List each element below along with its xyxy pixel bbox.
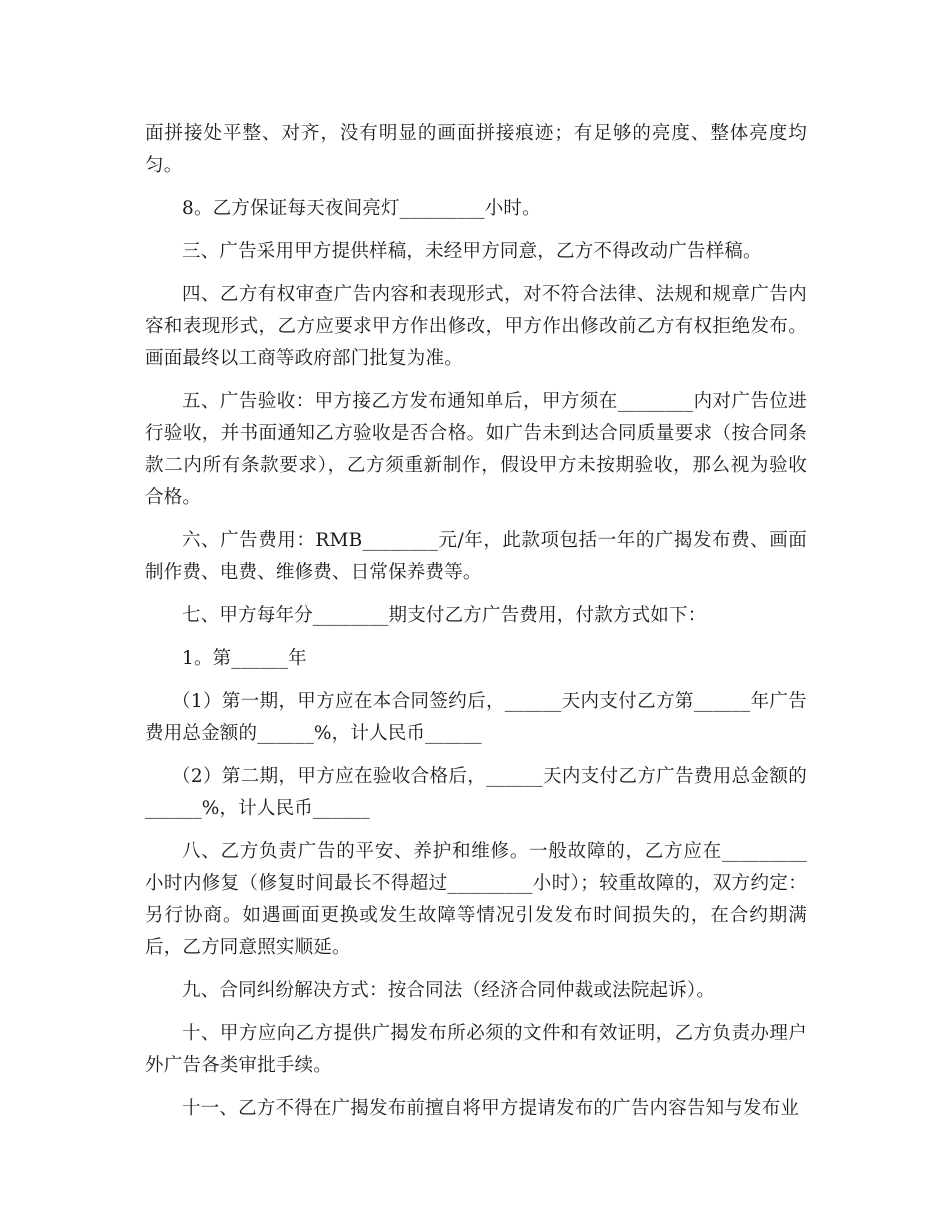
paragraph-installment-2: （2）第二期，甲方应在验收合格后，______天内支付乙方广告费用总金额的______%，计人民币______ <box>145 766 807 819</box>
paragraph-year-1: 1。第______年 <box>182 648 307 669</box>
paragraph-clause-3: 三、广告采用甲方提供样稿，未经甲方同意，乙方不得改动广告样稿。 <box>182 241 762 262</box>
paragraph-installment-1: （1）第一期，甲方应在本合同签约后，______天内支付乙方第______年广告费用总金额的______%，计人民币______ <box>145 691 807 744</box>
paragraph-clause-5: 五、广告验收：甲方接乙方发布通知单后，甲方须在________内对广告位进行验收，并书面通知乙方验收是否合格。如广告未到达合同质量要求（按合同条款二内所有条款要求），乙方须重新制作，假设甲方未按期验收，那么视为验收合格。 <box>145 391 807 508</box>
paragraph-clause-8: 八、乙方负责广告的平安、养护和维修。一般故障的，乙方应在_________小时内修复（修复时间最长不得超过_________小时）；较重故障的，双方约定：另行协商。如遇画面更换或发生故障等情况引发发布时间损失的，在合约期满后，乙方同意照实顺延。 <box>145 841 807 958</box>
paragraph-clause-11: 十一、乙方不得在广揭发布前擅自将甲方提请发布的广告内容告知与发布业 <box>182 1098 800 1119</box>
paragraph-clause-4: 四、乙方有权审查广告内容和表现形式，对不符合法律、法规和规章广告内容和表现形式，乙方应要求甲方作出修改，甲方作出修改前乙方有权拒绝发布。画面最终以工商等政府部门批复为准。 <box>145 284 807 369</box>
paragraph-item-8: 8。乙方保证每天夜间亮灯_________小时。 <box>182 198 541 219</box>
document-body <box>145 118 807 1125</box>
paragraph-clause-6: 六、广告费用：RMB________元/年，此款项包括一年的广揭发布费、画面制作费、电费、维修费、日常保养费等。 <box>145 530 807 583</box>
paragraph-clause-7: 七、甲方每年分________期支付乙方广告费用，付款方式如下： <box>182 605 707 626</box>
paragraph-clause-10: 十、甲方应向乙方提供广揭发布所必须的文件和有效证明，乙方负责办理户外广告各类审批手续。 <box>145 1023 807 1076</box>
paragraph-clause-9: 九、合同纠纷解决方式：按合同法（经济合同仲裁或法院起诉）。 <box>182 980 716 1001</box>
paragraph-continuation: 面拼接处平整、对齐，没有明显的画面拼接痕迹；有足够的亮度、整体亮度均匀。 <box>145 123 807 176</box>
